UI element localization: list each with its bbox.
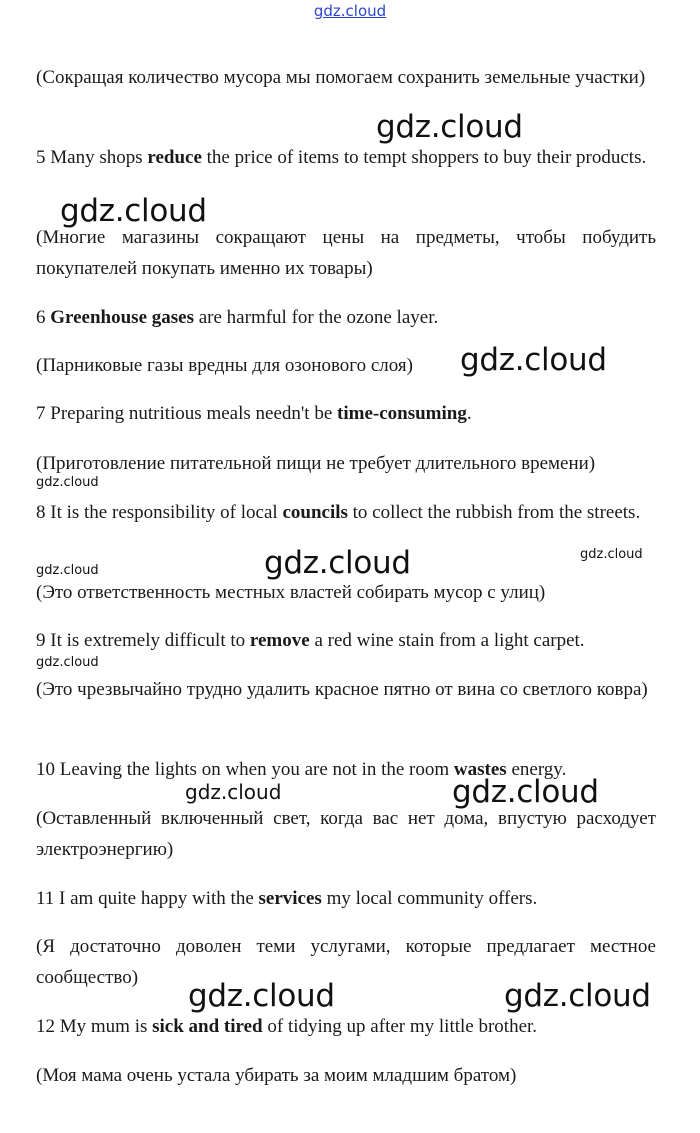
- watermark: gdz.cloud: [60, 193, 207, 229]
- translation-5: (Многие магазины сокращают цены на предметы, чтобы побудить покупателей покупать именно их товары): [36, 227, 656, 279]
- sentence-12: 12 My mum is sick and tired of tidying up after my little brother.: [36, 1016, 538, 1037]
- keyword-11: services: [258, 888, 322, 909]
- translation-6: (Парниковые газы вредны для озонового слоя): [36, 355, 413, 376]
- watermark: gdz.cloud: [452, 774, 599, 810]
- sentence-11: 11 I am quite happy with the services my local community offers.: [36, 888, 538, 909]
- watermark: gdz.cloud: [580, 547, 643, 562]
- keyword-8: councils: [282, 502, 348, 523]
- sentence-6: 6 Greenhouse gases are harmful for the ozone layer.: [36, 307, 439, 328]
- translation-8: (Это ответственность местных властей собирать мусор с улиц): [36, 582, 546, 603]
- sentence-9: 9 It is extremely difficult to remove a red wine stain from a light carpet.: [36, 630, 585, 651]
- sentence-10: 10 Leaving the lights on when you are not in the room wastes energy.: [36, 759, 567, 780]
- keyword-7: time-consuming: [337, 403, 467, 424]
- keyword-10: wastes: [453, 759, 507, 780]
- site-header-link[interactable]: gdz.cloud: [313, 2, 387, 20]
- watermark: gdz.cloud: [264, 545, 411, 581]
- sentence-7: 7 Preparing nutritious meals needn't be time-consuming.: [36, 403, 472, 424]
- watermark: gdz.cloud: [36, 475, 99, 490]
- translation-10: (Оставленный включенный свет, когда вас нет дома, впустую расходует электроэнергию): [36, 808, 656, 860]
- sentence-8: 8 It is the responsibility of local councils to collect the rubbish from the streets.: [36, 502, 641, 523]
- translation-7: (Приготовление питательной пищи не требует длительного времени): [36, 453, 596, 474]
- keyword-12: sick and tired: [152, 1016, 263, 1037]
- watermark: gdz.cloud: [376, 109, 523, 145]
- watermark: gdz.cloud: [185, 780, 282, 804]
- translation-9: (Это чрезвычайно трудно удалить красное пятно от вина со светлого ковра): [36, 679, 648, 700]
- translation-4: (Сокращая количество мусора мы помогаем сохранить земельные участки): [36, 67, 646, 88]
- watermark: gdz.cloud: [504, 978, 651, 1014]
- keyword-6: Greenhouse gases: [50, 307, 194, 328]
- translation-11: (Я достаточно доволен теми услугами, которые предлагает местное сообщество): [36, 936, 656, 988]
- watermark: gdz.cloud: [36, 655, 99, 670]
- sentence-5: 5 Many shops reduce the price of items to tempt shoppers to buy their products.: [36, 147, 647, 168]
- keyword-9: remove: [249, 630, 310, 651]
- keyword-5: reduce: [147, 147, 202, 168]
- watermark: gdz.cloud: [460, 342, 607, 378]
- watermark: gdz.cloud: [188, 978, 335, 1014]
- translation-12: (Моя мама очень устала убирать за моим младшим братом): [36, 1065, 517, 1086]
- watermark: gdz.cloud: [36, 563, 99, 578]
